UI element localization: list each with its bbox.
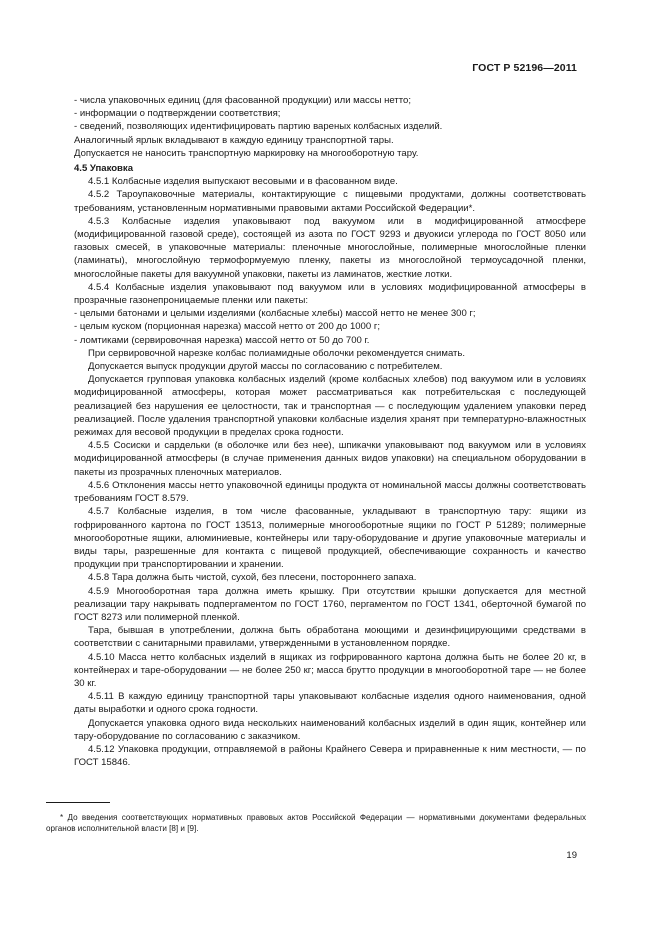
section-heading: 4.5 Упаковка xyxy=(74,163,134,175)
clause-4-5-6: 4.5.6 Отклонения массы нетто упаковочной единицы продукта от номинальной массы должны соответствовать требованиям ГОСТ 8.579. xyxy=(74,479,586,505)
footnote-separator xyxy=(46,802,110,803)
list-item: - числа упаковочных единиц (для фасованной продукции) или массы нетто; xyxy=(74,95,411,106)
clause-4-5-5: 4.5.5 Сосиски и сардельки (в оболочке или без нее), шпикачки упаковывают под вакуумом или в условиях модифицированной атмосферы (в случае применения данных видов упаковки) на специальном оборудовании в пакеты из прозрачных пленочных материалов. xyxy=(74,440,586,478)
standard-designation: ГОСТ Р 52196—2011 xyxy=(472,62,577,74)
list-item: - сведений, позволяющих идентифицировать партию вареных колбасных изделий. xyxy=(74,121,443,133)
clause-4-5-11: 4.5.11 В каждую единицу транспортной тары упаковывают колбасные изделия одного наименования, одной даты выработки и одного срока годности. xyxy=(74,691,586,716)
paragraph: Допускается групповая упаковка колбасных изделий (кроме колбасных хлебов) под вакуумом или в условиях модифицированной атмосферы, которая может рассматриваться как потребительская с последующей реализацией без нарушения ее целостности, так и транспортная — с последующим удалением упаковки перед реализацией. После удаления транспортной упаковки колбасные изделия хранят при температурно-влажностных режимах для весовой продукции в пределах срока годности. xyxy=(74,374,586,439)
clause-4-5-3: 4.5.3 Колбасные изделия упаковывают под вакуумом или в модифицированной атмосфере (модифицированной газовой среде), состоящей из азота по ГОСТ 9293 и двуокиси углерода по ГОСТ 8050 или газовых смесей, в упаковочные материалы: пленочные многослойные, полимерные многослойные пленки (ламинаты), многослойную термоформуемую пленку, пакеты из многослойной термоусадочной пленки, многослойные пакеты для вакуумной упаковки, пакеты из ламинатов, жесткие лотки. xyxy=(74,215,586,280)
clause-4-5-1: 4.5.1 Колбасные изделия выпускают весовыми и в фасованном виде. xyxy=(88,176,398,188)
clause-4-5-9: 4.5.9 Многооборотная тара должна иметь крышку. При отсутствии крышки допускается для местной реализации тару накрывать подпергаментом по ГОСТ 1760, пергаментом по ГОСТ 1341, оберточной бумагой по ГОСТ 8273 или полимерной пленкой. xyxy=(74,585,586,623)
footnote: * До введения соответствующих нормативных правовых актов Российской Федерации — нормативными документами федеральных органов исполнительной власти [8] и [9]. xyxy=(46,813,586,834)
paragraph: Тара, бывшая в употреблении, должна быть обработана моющими и дезинфицирующими средствами в соответствии с санитарными правилами, утвержденными в установленном порядке. xyxy=(74,625,586,650)
clause-4-5-2: 4.5.2 Тароупаковочные материалы, контактирующие с пищевыми продуктами, должны соответствовать требованиям, установленным нормативными правовыми актами Российской Федерации*. xyxy=(74,189,586,214)
list-item: - ломтиками (сервировочная нарезка) массой нетто от 50 до 700 г. xyxy=(74,334,370,346)
body-text xyxy=(74,94,586,769)
clause-4-5-4: 4.5.4 Колбасные изделия упаковывают под вакуумом или в условиях модифицированной атмосферы в прозрачные газонепроницаемые пленки или пакеты: xyxy=(74,281,586,307)
clause-4-5-7: 4.5.7 Колбасные изделия, в том числе фасованные, укладывают в транспортную тару: ящики из гофрированного картона по ГОСТ 13513, полимерные многооборотные ящики по ГОСТ Р 51289; полимерные многооборотные ящики, алюминиевые, контейнеры или тару-оборудование и другие упаковочные материалы и виды тары, разрешенные для контакта с пищевой продукцией, обеспечивающие сохранность и качество продукции при транспортировании и хранении. xyxy=(74,506,586,571)
clause-4-5-10: 4.5.10 Масса нетто колбасных изделий в ящиках из гофрированного картона должна быть не более 20 кг, в контейнерах и таре-оборудовании — не более 250 кг; масса брутто продукции в многооборотной таре — не более 30 кг. xyxy=(74,651,586,689)
paragraph: Допускается не наносить транспортную маркировку на многооборотную тару. xyxy=(74,147,419,159)
page-number: 19 xyxy=(566,850,577,861)
paragraph: При сервировочной нарезке колбас полиамидные оболочки рекомендуется снимать. xyxy=(88,347,466,359)
clause-4-5-12: 4.5.12 Упаковка продукции, отправляемой в районы Крайнего Севера и приравненные к ним местности, — по ГОСТ 15846. xyxy=(74,743,586,769)
clause-4-5-8: 4.5.8 Тара должна быть чистой, сухой, без плесени, постороннего запаха. xyxy=(88,572,417,584)
list-item: - информации о подтверждении соответствия; xyxy=(74,108,281,120)
paragraph: Аналогичный ярлык вкладывают в каждую единицу транспортной тары. xyxy=(74,134,394,146)
paragraph: Допускается упаковка одного вида нескольких наименований колбасных изделий в один ящик, контейнер или тару-оборудование по согласованию с заказчиком. xyxy=(74,717,586,742)
list-item: - целым куском (порционная нарезка) массой нетто от 200 до 1000 г; xyxy=(74,321,380,333)
paragraph: Допускается выпуск продукции другой массы по согласованию с потребителем. xyxy=(88,361,443,373)
list-item: - целыми батонами и целыми изделиями (колбасные хлебы) массой нетто не менее 300 г; xyxy=(74,308,476,320)
